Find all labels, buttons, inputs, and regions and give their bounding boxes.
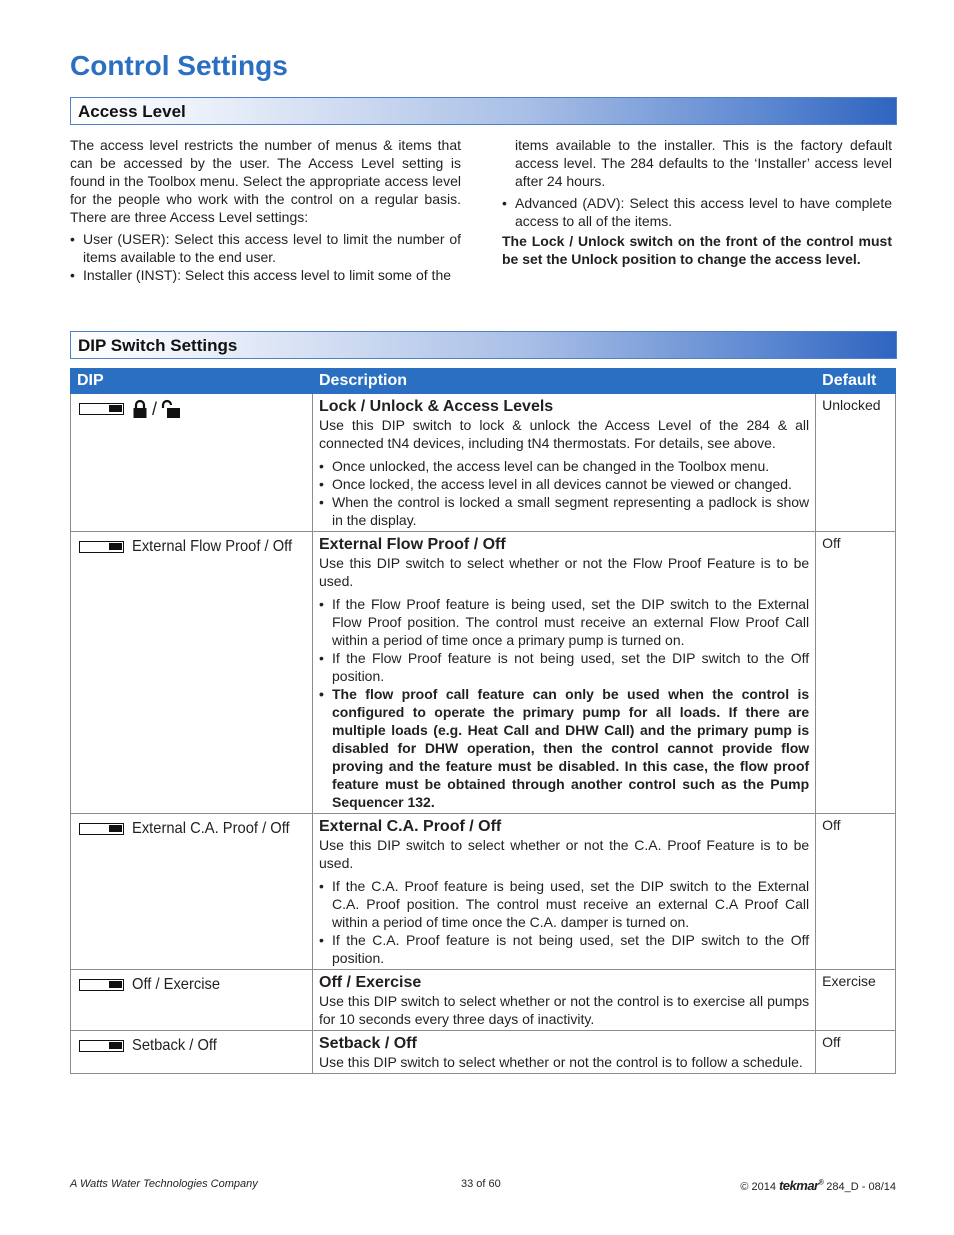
table-row: [71, 970, 896, 1031]
access-level-bullet: • User (USER): Select this access level to limit the number of items available to the end user.: [70, 230, 461, 266]
row-title: External Flow Proof / Off: [319, 536, 506, 553]
row-bullet-warning: • The flow proof call feature can only be used when the control is configured to operate the primary pump for all loads. If there are multiple loads (e.g. Heat Call and DHW Call) and the primary pump is disabled for DHW operation, then the control cannot provide flow proving and the feature must be disabled. In this case, the flow proof feature must be obtained through another control such as the Pump Sequencer 132.: [319, 685, 809, 811]
row-title: Lock / Unlock & Access Levels: [319, 398, 554, 415]
row-text: Use this DIP switch to lock & unlock the Access Level of the 284 & all connected tN4 devices, including tN4 thermostats. For details, see above.: [319, 417, 810, 451]
footer-right: [740, 1178, 896, 1193]
row-title: Setback / Off: [319, 1035, 417, 1052]
access-level-note: The Lock / Unlock switch on the front of the control must be set the Unlock position to change the access level.: [502, 233, 892, 267]
description-cell: [313, 814, 816, 970]
lock-separator: /: [152, 398, 158, 419]
row-bullet: • Once locked, the access level in all devices cannot be viewed or changed.: [319, 475, 809, 493]
row-bullet: • If the Flow Proof feature is being used, set the DIP switch to the External Flow Proof position. The control must receive an external Flow Proof Call within a period of time once a primary pump is turned on.: [319, 595, 809, 649]
row-text: Use this DIP switch to select whether or not the control is to follow a schedule.: [319, 1054, 803, 1070]
table-row: [71, 1031, 896, 1074]
dip-switch-heading: DIP Switch Settings: [70, 331, 897, 359]
footer-doc-id: 284_D - 08/14: [826, 1181, 896, 1193]
dip-switch-icon: [79, 541, 124, 553]
dip-switch-icon: [79, 979, 124, 991]
row-text: Use this DIP switch to select whether or not the C.A. Proof Feature is to be used.: [319, 837, 810, 871]
description-cell: [313, 394, 816, 532]
access-level-bullet: • Advanced (ADV): Select this access level to have complete access to all of the items.: [502, 194, 892, 230]
dip-switch-icon: [79, 403, 124, 415]
row-bullet: • If the C.A. Proof feature is not being used, set the DIP switch to the Off position.: [319, 931, 809, 967]
brand-name: tekmar: [778, 1178, 819, 1193]
dip-switch-table: [70, 368, 896, 1074]
dip-cell: [71, 394, 313, 532]
description-cell: [313, 1031, 816, 1074]
access-level-heading: Access Level: [70, 97, 897, 125]
row-bullet: • Once unlocked, the access level can be changed in the Toolbox menu.: [319, 457, 809, 475]
column-header-dip: DIP: [71, 369, 313, 394]
row-text: Use this DIP switch to select whether or not the control is to exercise all pumps for 10 seconds every three days of inactivity.: [319, 993, 810, 1027]
row-title: External C.A. Proof / Off: [319, 818, 502, 835]
default-cell: Off: [816, 1031, 896, 1074]
access-level-bullet: • Installer (INST): Select this access level to limit some of the: [70, 266, 461, 284]
dip-cell: [71, 1031, 313, 1074]
footer-page-number: 33 of 60: [461, 1178, 501, 1190]
dip-label: Setback / Off: [132, 1037, 217, 1054]
brand-mark: ®: [818, 1179, 824, 1187]
default-cell: Off: [816, 814, 896, 970]
table-row: [71, 394, 896, 532]
column-header-default: Default: [816, 369, 896, 394]
dip-label: External C.A. Proof / Off: [132, 820, 290, 837]
table-header-row: [71, 369, 896, 394]
row-bullet: • If the C.A. Proof feature is being used, set the DIP switch to the External C.A. Proof position. The control must receive an external C.A Proof Call within a period of time once the C.A. damper is turned on.: [319, 877, 809, 931]
dip-switch-icon: [79, 1040, 124, 1052]
row-title: Off / Exercise: [319, 974, 422, 991]
description-cell: [313, 970, 816, 1031]
table-row: [71, 814, 896, 970]
dip-label: Off / Exercise: [132, 976, 221, 993]
row-bullet: • When the control is locked a small segment representing a padlock is show in the display.: [319, 493, 809, 529]
table-row: [71, 532, 896, 814]
brand-logo: [779, 1178, 823, 1193]
row-bullet: • If the Flow Proof feature is not being used, set the DIP switch to the Off position.: [319, 649, 809, 685]
footer-copyright: © 2014: [740, 1181, 776, 1193]
row-text: Use this DIP switch to select whether or not the Flow Proof Feature is to be used.: [319, 555, 810, 589]
footer-company: A Watts Water Technologies Company: [70, 1178, 258, 1190]
access-level-left-column: [70, 136, 461, 284]
access-level-right-column: [502, 136, 892, 268]
dip-cell: [71, 814, 313, 970]
access-level-intro: The access level restricts the number of menus & items that can be accessed by the user. The Access Level setting is found in the Toolbox menu. Select the appropriate access level for the people who work with the control on a regular basis. There are three Access Level settings:: [70, 137, 461, 225]
default-cell: Unlocked: [816, 394, 896, 532]
lock-closed-icon: [132, 399, 148, 419]
dip-cell: [71, 532, 313, 814]
default-cell: Off: [816, 532, 896, 814]
column-header-description: Description: [313, 369, 816, 394]
page-title: Control Settings: [70, 50, 288, 81]
access-level-continuation: items available to the installer. This is the factory default access level. The 284 defaults to the ‘Installer’ access level after 24 hours.: [515, 137, 892, 189]
description-cell: [313, 532, 816, 814]
default-cell: Exercise: [816, 970, 896, 1031]
dip-cell: [71, 970, 313, 1031]
dip-label: External Flow Proof / Off: [132, 538, 293, 555]
lock-open-icon: [161, 399, 181, 419]
dip-switch-icon: [79, 823, 124, 835]
